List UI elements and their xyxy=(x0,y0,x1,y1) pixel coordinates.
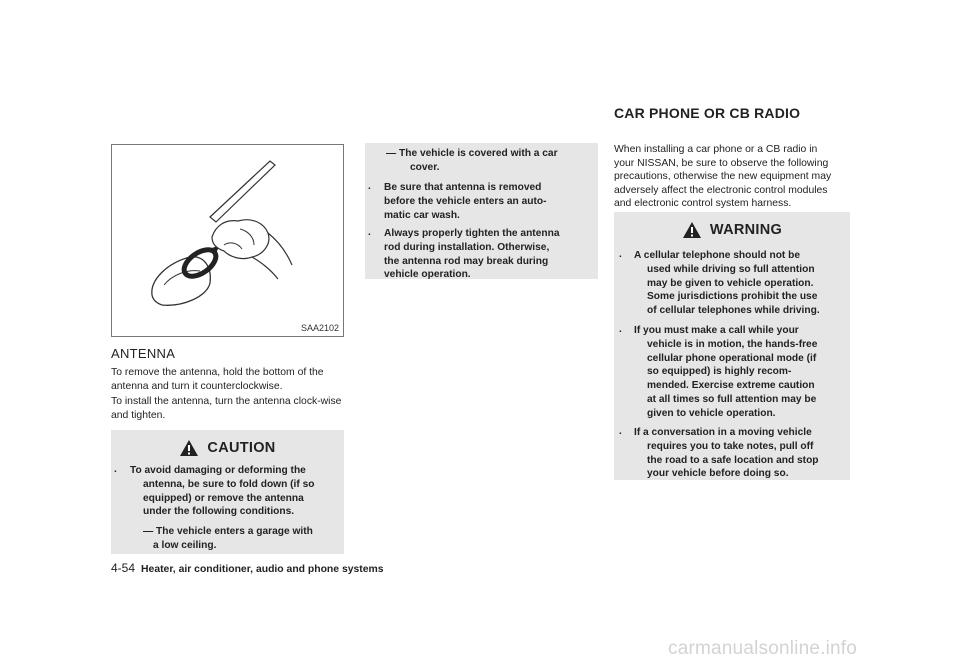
footer-title: Heater, air conditioner, audio and phone systems xyxy=(141,564,384,575)
bullet: . xyxy=(619,324,622,335)
caution-item-1-line: under the following conditions. xyxy=(143,506,295,518)
warning-item-2 xyxy=(634,324,817,421)
warning-item-2-line: at all times so full attention may be xyxy=(647,393,817,405)
warning-item-2-line: mended. Exercise extreme caution xyxy=(647,380,815,392)
warning-item-2-line: If you must make a call while your xyxy=(634,325,799,336)
caution-sub-item-2-line: — The vehicle is covered with a car xyxy=(386,148,558,159)
car-phone-intro-line: When installing a car phone or a CB radio in xyxy=(614,144,818,155)
warning-item-2-line: cellular phone operational mode (if xyxy=(647,352,817,364)
warning-item-1-line: Some jurisdictions prohibit the use xyxy=(647,291,818,303)
warning-item-1-line: used while driving so full attention xyxy=(647,263,815,275)
caution-banner xyxy=(111,439,344,457)
car-phone-intro-line: precautions, otherwise the new equipment may xyxy=(614,171,832,183)
caution-item-3-line: the antenna rod may break during xyxy=(384,255,549,267)
car-phone-intro xyxy=(614,143,852,211)
warning-item-1-line: of cellular telephones while driving. xyxy=(647,305,820,317)
page-footer xyxy=(111,561,384,575)
caution-item-3 xyxy=(384,227,559,282)
caution-item-2-line: matic car wash. xyxy=(384,209,460,221)
watermark: carmanualsonline.info xyxy=(668,638,858,659)
warning-triangle-icon xyxy=(179,439,199,457)
bullet: . xyxy=(619,249,622,260)
caution-box xyxy=(111,430,344,554)
caution-item-3-line: vehicle operation. xyxy=(384,269,471,281)
warning-triangle-icon xyxy=(682,221,702,239)
warning-item-2-line: given to vehicle operation. xyxy=(647,407,776,419)
caution-box-continued xyxy=(365,143,598,279)
warning-item-1-line: may be given to vehicle operation. xyxy=(647,277,814,289)
warning-item-2-line: vehicle is in motion, the hands-free xyxy=(647,338,818,350)
warning-box xyxy=(614,212,850,480)
bullet: . xyxy=(368,181,371,192)
warning-item-3-line: requires you to take notes, pull off xyxy=(647,440,814,452)
warning-banner xyxy=(614,221,850,239)
hand-antenna-drawing xyxy=(112,145,343,336)
caution-item-3-line: Always properly tighten the antenna xyxy=(384,228,560,239)
warning-item-1-line: A cellular telephone should not be xyxy=(634,250,801,261)
caution-label: CAUTION xyxy=(207,440,276,456)
caution-item-2-line: before the vehicle enters an auto- xyxy=(384,195,547,207)
car-phone-intro-line: adversely affect the electronic control modules xyxy=(614,184,828,196)
warning-item-1 xyxy=(634,249,820,318)
warning-item-3-line: your vehicle before doing so. xyxy=(647,468,789,480)
warning-item-3 xyxy=(634,426,819,481)
warning-item-2-line: so equipped) is highly recom- xyxy=(647,366,792,378)
caution-item-3-line: rod during installation. Otherwise, xyxy=(384,241,550,253)
caution-item-2-line: Be sure that antenna is removed xyxy=(384,182,542,193)
figure-code: SAA2102 xyxy=(300,323,339,333)
antenna-illustration xyxy=(111,144,344,337)
remove-antenna-text: To remove the antenna, hold the bottom of the antenna and turn it counterclockwise. xyxy=(111,367,324,392)
section-title-car-phone: CAR PHONE OR CB RADIO xyxy=(614,105,801,121)
caution-item-1 xyxy=(130,464,315,519)
car-phone-intro-line: your NISSAN, be sure to observe the following xyxy=(614,157,829,169)
warning-item-3-line: the road to a safe location and stop xyxy=(647,454,819,466)
caution-sub-item-2-line: cover. xyxy=(410,161,440,173)
bullet: . xyxy=(368,227,371,238)
caution-item-1-line: antenna, be sure to fold down (if so xyxy=(143,478,315,490)
caution-sub-item-1-line: a low ceiling. xyxy=(153,539,217,551)
caution-item-2 xyxy=(384,181,546,222)
warning-label: WARNING xyxy=(709,222,783,238)
car-phone-intro-line: and electronic control system harness. xyxy=(614,198,792,210)
caution-item-1-line: To avoid damaging or deforming the xyxy=(130,465,306,476)
install-antenna-text: To install the antenna, turn the antenna clock-wise and tighten. xyxy=(111,396,342,421)
caution-sub-item-1 xyxy=(143,525,313,553)
page-number: 4-54 xyxy=(111,561,136,575)
bullet: . xyxy=(114,464,117,475)
section-heading-antenna: ANTENNA xyxy=(111,346,176,361)
bullet: . xyxy=(619,426,622,437)
caution-sub-item-2 xyxy=(386,147,558,175)
caution-item-1-line: equipped) or remove the antenna xyxy=(143,492,304,504)
caution-sub-item-1-line: — The vehicle enters a garage with xyxy=(143,526,313,537)
warning-item-3-line: If a conversation in a moving vehicle xyxy=(634,427,812,438)
